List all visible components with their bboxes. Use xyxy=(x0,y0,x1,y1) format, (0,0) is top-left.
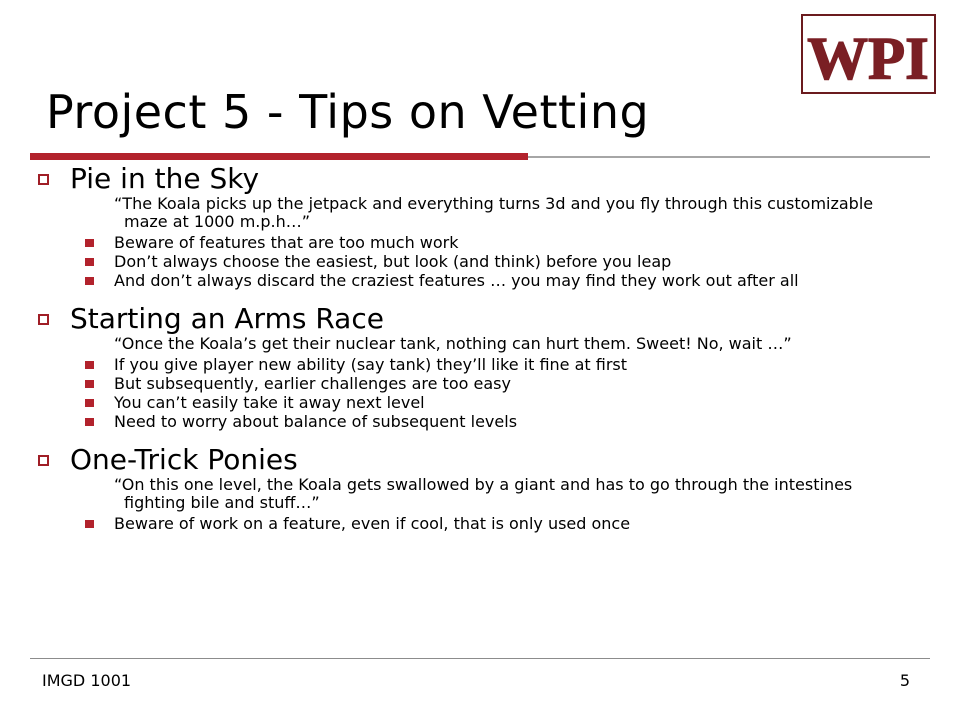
list-item-text: But subsequently, earlier challenges are too easy xyxy=(114,374,511,393)
section-arms-race xyxy=(36,300,916,431)
list-item xyxy=(36,515,916,533)
section-heading: Pie in the Sky xyxy=(70,162,260,195)
square-bullet-icon xyxy=(85,239,94,247)
section-one-trick-ponies xyxy=(36,441,916,533)
slide-content xyxy=(36,160,916,543)
square-bullet-icon xyxy=(85,418,94,426)
square-bullet-icon xyxy=(85,258,94,266)
section-quote: “Once the Koala’s get their nuclear tank, nothing can hurt them. Sweet! No, wait …” xyxy=(114,334,792,353)
square-bullet-icon xyxy=(85,277,94,285)
list-item xyxy=(36,272,916,290)
list-item-text: Beware of features that are too much work xyxy=(114,233,459,252)
hollow-square-bullet-icon xyxy=(38,455,49,466)
list-item-text: And don’t always discard the craziest features … you may find they work out after all xyxy=(114,271,799,290)
list-item-text: If you give player new ability (say tank) they’ll like it fine at first xyxy=(114,355,628,374)
list-item-text: Need to worry about balance of subsequent levels xyxy=(114,412,518,431)
list-item-text: Beware of work on a feature, even if cool, that is only used once xyxy=(114,514,631,533)
square-bullet-icon xyxy=(85,361,94,369)
section-heading-row xyxy=(36,160,916,198)
list-item xyxy=(36,234,916,252)
list-item-text: Don’t always choose the easiest, but look (and think) before you leap xyxy=(114,252,672,271)
section-heading-row xyxy=(36,441,916,479)
list-item xyxy=(36,413,916,431)
section-heading-row xyxy=(36,300,916,338)
section-pie-in-the-sky xyxy=(36,160,916,290)
wpi-logo xyxy=(801,14,936,94)
section-heading: Starting an Arms Race xyxy=(70,302,384,335)
title-accent-bar xyxy=(30,153,528,160)
slide-title: Project 5 - Tips on Vetting xyxy=(46,85,650,139)
list-item-text: You can’t easily take it away next level xyxy=(114,393,425,412)
section-quote: “The Koala picks up the jetpack and everything turns 3d and you fly through this customizable maze at 1000 m.p.h…” xyxy=(114,194,874,231)
list-item xyxy=(36,375,916,393)
logo-text: WPI xyxy=(807,25,929,92)
section-heading: One-Trick Ponies xyxy=(70,443,298,476)
footer-course: IMGD 1001 xyxy=(42,671,132,690)
list-item xyxy=(36,356,916,374)
list-item xyxy=(36,253,916,271)
footer-divider xyxy=(30,658,930,659)
page-number: 5 xyxy=(899,671,910,690)
list-item xyxy=(36,394,916,412)
hollow-square-bullet-icon xyxy=(38,174,49,185)
square-bullet-icon xyxy=(85,520,94,528)
square-bullet-icon xyxy=(85,380,94,388)
square-bullet-icon xyxy=(85,399,94,407)
section-quote: “On this one level, the Koala gets swallowed by a giant and has to go through the intestines fighting bile and stuff…” xyxy=(114,475,853,512)
hollow-square-bullet-icon xyxy=(38,314,49,325)
